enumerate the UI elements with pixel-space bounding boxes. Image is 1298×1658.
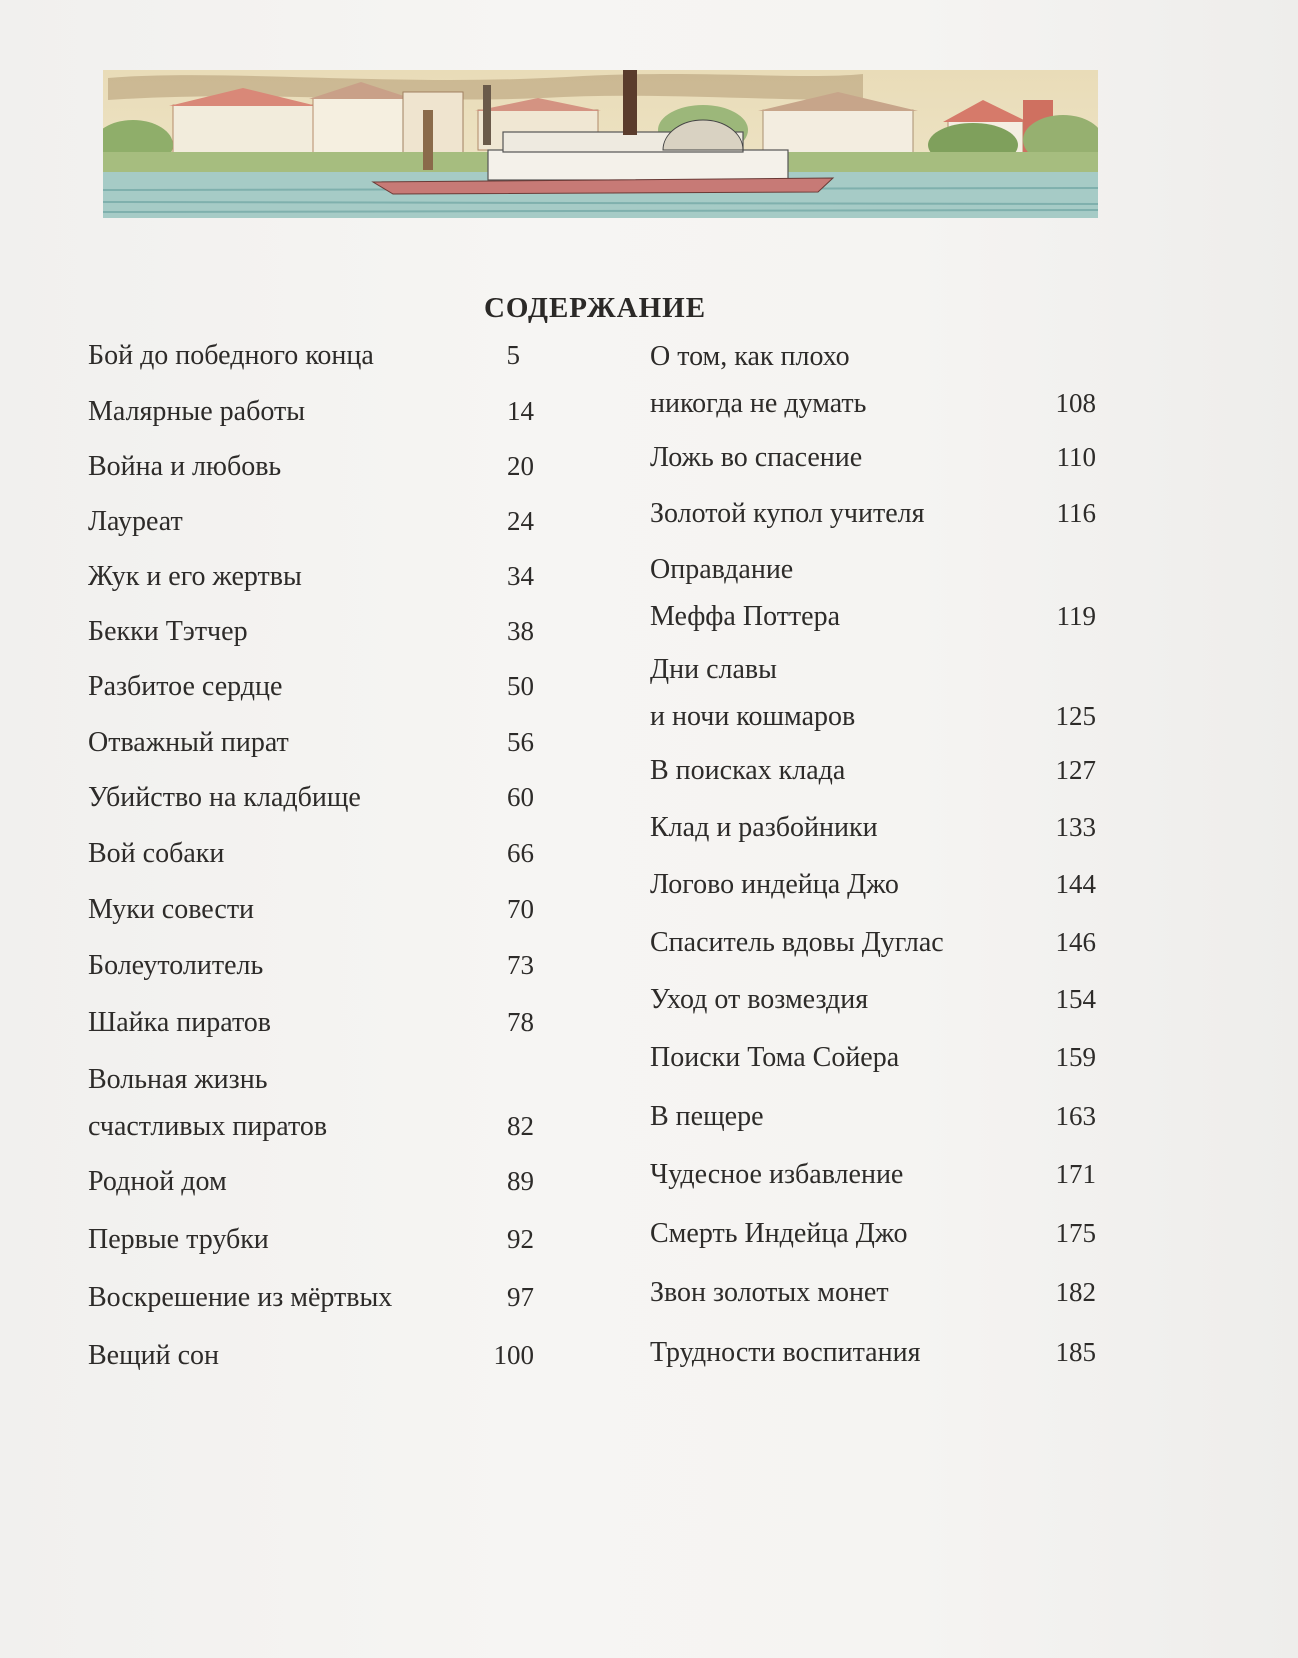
toc-page: 14	[507, 396, 534, 426]
toc-entry	[650, 1034, 1096, 1081]
toc-page: 50	[507, 671, 534, 701]
toc-entry	[650, 490, 1096, 537]
toc-entry	[650, 333, 1096, 427]
toc-page: 171	[1055, 1159, 1096, 1189]
toc-title: Смерть Индейца Джо	[650, 1218, 908, 1249]
toc-title: Вой собаки	[88, 838, 225, 869]
toc-entry	[88, 719, 534, 766]
toc-title: Бекки Тэтчер	[88, 616, 248, 647]
toc-title: Война и любовь	[88, 451, 282, 482]
toc-entry	[88, 1274, 534, 1321]
toc-page: 82	[507, 1111, 534, 1141]
toc-entry	[88, 553, 534, 600]
toc-title: Жук и его жертвы	[88, 561, 302, 592]
toc-page: 38	[507, 616, 534, 646]
toc-title: Логово индейца Джо	[650, 869, 899, 900]
toc-entry	[650, 1093, 1096, 1140]
toc-title: Бой до победного конца	[88, 340, 374, 371]
toc-title: Вещий сон	[88, 1340, 220, 1371]
toc-page: 159	[1055, 1042, 1096, 1072]
toc-page: 100	[493, 1340, 534, 1370]
toc-title: Лауреат	[88, 506, 183, 537]
toc-page: 146	[1055, 927, 1096, 957]
toc-page: 5	[506, 340, 520, 370]
toc-entry	[650, 804, 1096, 851]
toc-entry	[88, 608, 534, 655]
toc-page: 175	[1055, 1218, 1096, 1248]
toc-page: 163	[1055, 1101, 1096, 1131]
toc-page: 182	[1055, 1277, 1096, 1307]
toc-page: 119	[1056, 601, 1096, 631]
toc-entry	[88, 498, 534, 545]
toc-entry	[88, 1332, 534, 1379]
toc-title-line1: Дни славы	[650, 654, 777, 685]
toc-entry	[88, 942, 534, 989]
toc-title-line1: Вольная жизнь	[88, 1064, 268, 1095]
toc-entry	[88, 774, 534, 821]
toc-title: Ложь во спасение	[650, 442, 863, 473]
toc-title: Чудесное избавление	[650, 1159, 904, 1190]
toc-title-line1: О том, как плохо	[650, 341, 850, 372]
toc-title: Муки совести	[88, 894, 255, 925]
toc-title: В поисках клада	[650, 755, 846, 786]
toc-page: 185	[1055, 1337, 1096, 1367]
toc-title: Уход от возмездия	[650, 984, 869, 1015]
toc-page: 73	[507, 950, 534, 980]
toc-entry	[88, 830, 534, 877]
toc-page: 144	[1055, 869, 1096, 899]
toc-entry	[88, 443, 534, 490]
toc-entry	[650, 434, 1096, 481]
toc-page: 70	[507, 894, 534, 924]
toc-entry	[88, 332, 534, 379]
toc-title-line2: счастливых пиратов	[88, 1111, 328, 1142]
toc-title: Убийство на кладбище	[88, 782, 361, 813]
toc-title: Первые трубки	[88, 1224, 269, 1255]
toc-title: Воскрешение из мёртвых	[88, 1282, 393, 1313]
toc-title: В пещере	[650, 1101, 764, 1132]
toc-page: 110	[1056, 442, 1096, 472]
toc-title: Трудности воспитания	[650, 1337, 921, 1368]
toc-page: 24	[507, 506, 534, 536]
toc-title: Спаситель вдовы Дуглас	[650, 927, 944, 958]
toc-title-line2: и ночи кошмаров	[650, 701, 856, 732]
toc-page: 125	[1055, 701, 1096, 731]
toc-title-line1: Оправдание	[650, 554, 794, 585]
toc-title: Золотой купол учителя	[650, 498, 925, 529]
toc-page: 78	[507, 1007, 534, 1037]
toc-title: Разбитое сердце	[88, 671, 283, 702]
toc-title: Болеутолитель	[88, 950, 264, 981]
toc-entry	[650, 546, 1096, 640]
toc-title: Поиски Тома Сойера	[650, 1042, 900, 1073]
toc-page: 108	[1055, 388, 1096, 418]
toc-page: 66	[507, 838, 534, 868]
toc-title: Звон золотых монет	[650, 1277, 889, 1308]
toc-entry	[650, 1210, 1096, 1257]
toc-title-line2: Меффа Поттера	[650, 601, 841, 632]
toc-entry	[650, 861, 1096, 908]
toc-page: 154	[1055, 984, 1096, 1014]
toc-page: 133	[1055, 812, 1096, 842]
toc-page: 60	[507, 782, 534, 812]
toc-page: 89	[507, 1166, 534, 1196]
toc-page: 127	[1055, 755, 1096, 785]
toc-entry	[650, 1329, 1096, 1376]
toc-title: Отважный пират	[88, 727, 289, 758]
toc-title: Малярные работы	[88, 396, 305, 427]
steamboat-illustration	[103, 70, 1098, 218]
toc-entry	[88, 1216, 534, 1263]
toc-page: 20	[507, 451, 534, 481]
toc-entry	[650, 1151, 1096, 1198]
toc-entry	[650, 1269, 1096, 1316]
toc-entry	[650, 976, 1096, 1023]
toc-title: Родной дом	[88, 1166, 227, 1197]
toc-entry	[88, 1158, 534, 1205]
toc-entry	[88, 388, 534, 435]
toc-entry	[650, 919, 1096, 966]
toc-title-line2: никогда не думать	[650, 388, 867, 419]
toc-title: Шайка пиратов	[88, 1007, 272, 1038]
toc-page: 56	[507, 727, 534, 757]
page-title: СОДЕРЖАНИЕ	[483, 292, 707, 324]
toc-entry	[88, 663, 534, 710]
toc-entry	[88, 999, 534, 1046]
toc-entry	[650, 646, 1096, 740]
toc-page: 97	[507, 1282, 534, 1312]
toc-entry	[650, 747, 1096, 794]
toc-entry	[88, 886, 534, 933]
toc-page: 34	[507, 561, 534, 591]
toc-page: 116	[1056, 498, 1096, 528]
toc-entry	[88, 1056, 534, 1150]
toc-page: 92	[507, 1224, 534, 1254]
toc-title: Клад и разбойники	[650, 812, 878, 843]
